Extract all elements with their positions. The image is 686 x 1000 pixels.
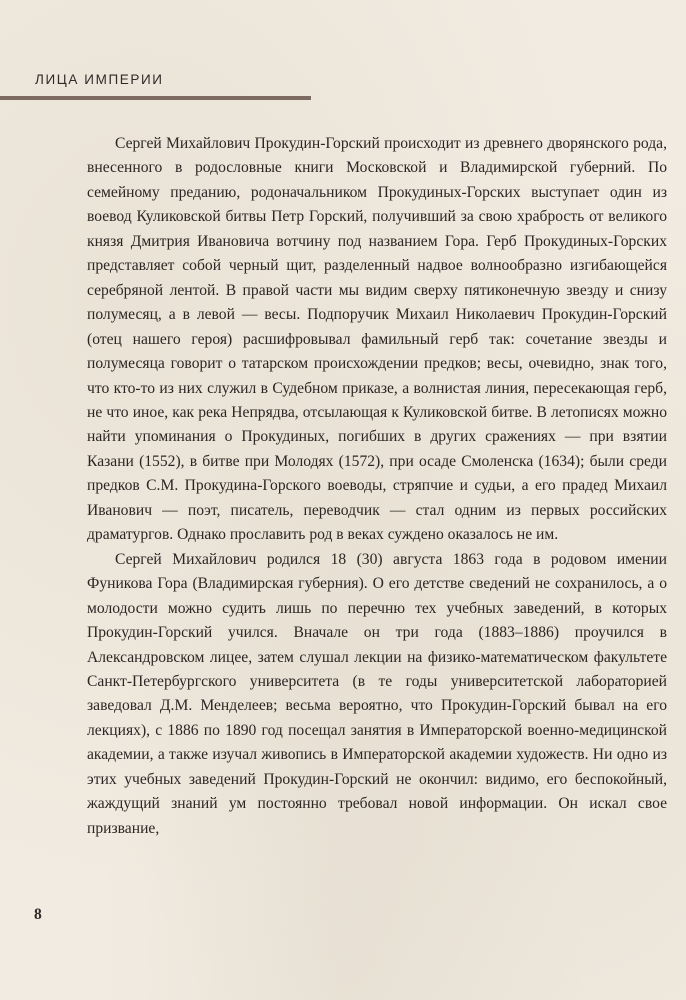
paragraph-2: Сергей Михайлович родился 18 (30) августа 1863 года в родовом имении Фуникова Гора (Владимирская губерния). О его детстве сведений не сохранилось, а о молодости можно судить лишь по перечню тех учебных заведений, в которых Прокудин-Горский учился. Вначале он три года (1883–1886) проучился в Александровском лицее, затем слушал лекции на физико-математическом факультете Санкт-Петербургского университета (в те годы университетской лабораторией заведовал Д.М. Менделеев; весьма вероятно, что Прокудин-Горский бывал на его лекциях), с 1886 по 1890 год посещал занятия в Императорской военно-медицинской академии, а также изучал живопись в Императорской академии художеств. Ни одно из этих учебных заведений Прокудин-Горский не окончил: видимо, его беспокойный, жаждущий знаний ум постоянно требовал новой информации. Он искал свое призвание, [87, 550, 667, 837]
running-title: ЛИЦА ИМПЕРИИ [35, 72, 164, 87]
body-text [87, 132, 667, 841]
paragraph-1: Сергей Михайлович Прокудин-Горский происходит из древнего дворянского рода, внесенного в родословные книги Московской и Владимирской губерний. По семейному преданию, родоначальником Прокудиных-Горских выступает один из воевод Куликовской битвы Петр Горский, получивший за свою храбрость от великого князя Дмитрия Ивановича вотчину под названием Гора. Герб Прокудиных-Горских представляет собой черный щит, разделенный надвое волнообразно изгибающейся серебряной лентой. В правой части мы видим сверху пятиконечную звезду и снизу полумесяц, а в левой — весы. Подпоручик Михаил Николаевич Прокудин-Горский (отец нашего героя) расшифровывал фамильный герб так: сочетание звезды и полумесяца говорит о татарском происхождении предков; весы, очевидно, знак того, что кто-то из них служил в Судебном приказе, а волнистая линия, пересекающая герб, не что иное, как река Непрядва, отсылающая к Куликовской битве. В летописях можно найти упоминания о Прокудиных, погибших в других сражениях — при взятии Казани (1552), в битве при Молодях (1572), при осаде Смоленска (1634); были среди предков С.М. Прокудина-Горского воеводы, стряпчие и судьи, а его прадед Михаил Иванович — поэт, писатель, переводчик — стал одним из первых российских драматургов. Однако прославить род в веках суждено оказалось не им. [87, 135, 667, 544]
page-number: 8 [34, 906, 42, 923]
header-rule [0, 96, 311, 100]
